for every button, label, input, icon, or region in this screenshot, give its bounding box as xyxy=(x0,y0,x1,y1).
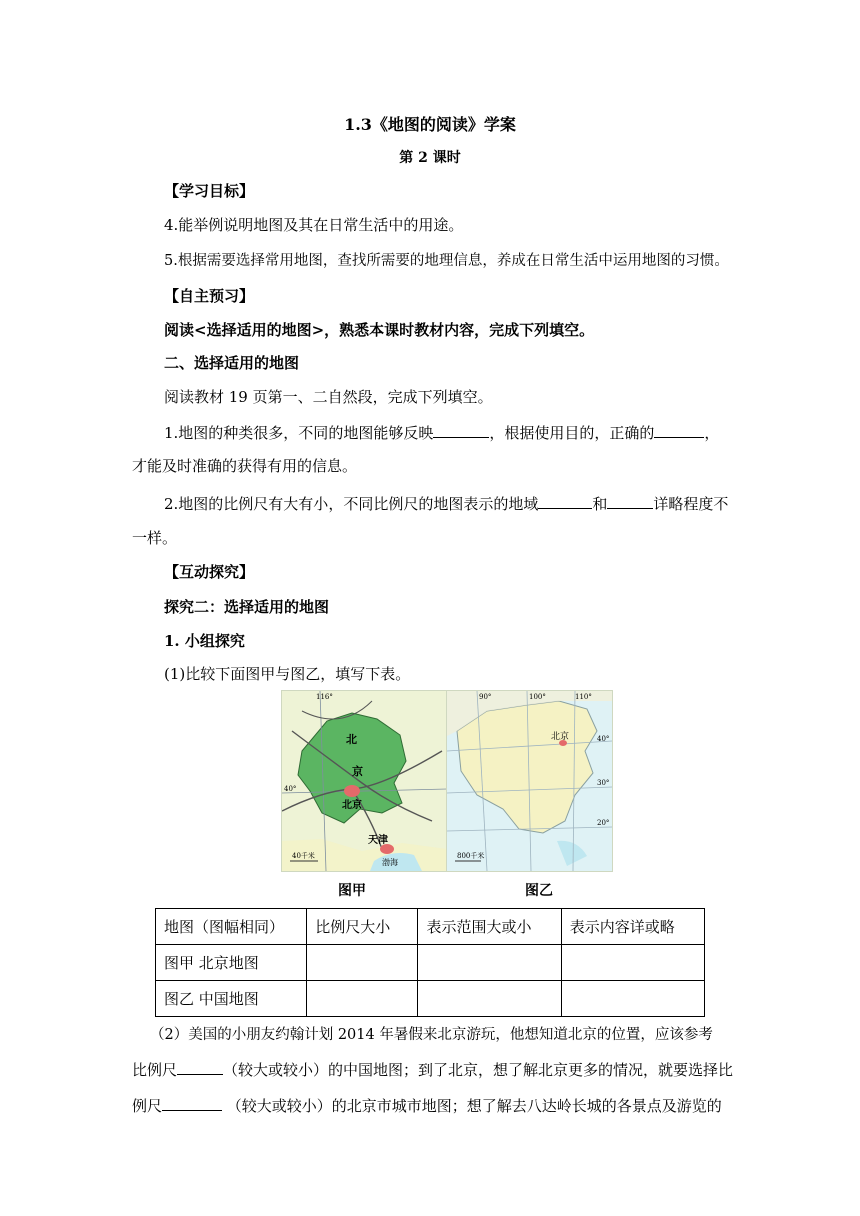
page-subtitle: 第 2 课时 xyxy=(399,150,461,166)
table-header-cell: 比例尺大小 xyxy=(307,909,418,945)
meridian-label: 116° xyxy=(316,693,333,701)
table-header-cell: 地图（图幅相同） xyxy=(156,909,307,945)
answer-blank[interactable] xyxy=(654,421,704,438)
table-answer-cell[interactable] xyxy=(307,981,418,1017)
question-2-text-a: 2.地图的比例尺有大有小，不同比例尺的地图表示的地域 xyxy=(164,495,539,513)
preview-heading: 【自主预习】 xyxy=(164,287,255,305)
preview-instruction: 阅读<选择适用的地图>，熟悉本课时教材内容，完成下列填空。 xyxy=(164,321,595,339)
question-2b-text-d: （较大或较小）的北京市城市地图；想了解去八达岭长城的各景点及游览的 xyxy=(222,1097,722,1115)
table-header-row xyxy=(156,909,705,945)
parallel-label: 40° xyxy=(284,785,297,793)
answer-blank[interactable] xyxy=(607,492,653,509)
table-row xyxy=(156,981,705,1017)
question-2b-text-b: （较大或较小）的中国地图；到了北京，想了解北京更多的情况，就要选择比 xyxy=(223,1061,734,1079)
answer-blank[interactable] xyxy=(177,1058,223,1075)
map-label: 天津 xyxy=(368,835,388,846)
question-1-text-b: ，根据使用目的，正确的 xyxy=(489,424,655,442)
objective-item-5: 5.根据需要选择常用地图，查找所需要的地理信息，养成在日常生活中运用地图的习惯。 xyxy=(164,253,729,269)
beijing-map-graphic xyxy=(282,691,447,871)
table-cell: 图甲 北京地图 xyxy=(156,945,307,981)
map-label: 京 xyxy=(352,765,363,778)
meridian-label: 90° xyxy=(479,693,492,701)
question-1-line-1 xyxy=(164,421,719,444)
table-answer-cell[interactable] xyxy=(307,945,418,981)
question-2-line-1 xyxy=(164,492,728,515)
question-1-line-2: 才能及时准确的获得有用的信息。 xyxy=(132,457,358,475)
question-2b-text-c: 例尺 xyxy=(132,1097,163,1115)
meridian-label: 100° xyxy=(529,693,546,701)
explore-heading: 【互动探究】 xyxy=(164,563,255,581)
objective-item-4: 4.能举例说明地图及其在日常生活中的用途。 xyxy=(164,216,464,234)
question-2b-line-1: （2）美国的小朋友约翰计划 2014 年暑假来北京游玩，他想知道北京的位置，应该参考 xyxy=(150,1027,713,1043)
map-label: 北京 xyxy=(342,800,362,811)
scale-label: 40千米 xyxy=(292,852,315,860)
explore-topic: 探究二：选择适用的地图 xyxy=(164,598,330,616)
figure-caption-right: 图乙 xyxy=(525,883,553,899)
china-map-graphic xyxy=(447,691,612,871)
beijing-map xyxy=(281,690,448,872)
table-cell: 图乙 中国地图 xyxy=(156,981,307,1017)
scale-label: 800千米 xyxy=(457,852,485,860)
parallel-label: 30° xyxy=(597,779,610,787)
question-1-text-c: ， xyxy=(704,424,720,442)
map-figure xyxy=(281,690,611,870)
comparison-table xyxy=(155,908,705,1017)
answer-blank[interactable] xyxy=(538,492,592,509)
question-2b-text-a: 比例尺 xyxy=(132,1061,178,1079)
table-answer-cell[interactable] xyxy=(418,981,561,1017)
map-label: 北 xyxy=(346,733,357,746)
answer-blank[interactable] xyxy=(433,421,489,438)
group-heading: 1. 小组探究 xyxy=(164,632,245,650)
map-label: 渤海 xyxy=(382,858,398,867)
table-row xyxy=(156,945,705,981)
question-2-text-c: 详略程度不 xyxy=(653,495,729,513)
china-map xyxy=(446,690,613,872)
map-label: 北京 xyxy=(551,732,570,742)
table-header-cell: 表示范围大或小 xyxy=(418,909,561,945)
meridian-label: 110° xyxy=(575,693,592,701)
question-2-text-b: 和 xyxy=(592,495,608,513)
question-2b-line-3 xyxy=(132,1094,722,1117)
parallel-label: 40° xyxy=(597,735,610,743)
table-answer-cell[interactable] xyxy=(561,945,704,981)
objectives-heading: 【学习目标】 xyxy=(164,182,255,200)
page-title: 1.3《地图的阅读》学案 xyxy=(344,115,516,134)
table-header-cell: 表示内容详或略 xyxy=(561,909,704,945)
question-2b-line-2 xyxy=(132,1058,733,1081)
answer-blank[interactable] xyxy=(162,1094,222,1111)
question-1-text-a: 1.地图的种类很多，不同的地图能够反映 xyxy=(164,424,434,442)
table-answer-cell[interactable] xyxy=(418,945,561,981)
figure-caption-left: 图甲 xyxy=(338,883,366,899)
read-note: 阅读教材 19 页第一、二自然段，完成下列填空。 xyxy=(164,388,493,406)
table-answer-cell[interactable] xyxy=(561,981,704,1017)
task-1: (1)比较下面图甲与图乙，填写下表。 xyxy=(164,665,411,683)
question-2-line-2: 一样。 xyxy=(132,529,178,547)
section-heading: 二、选择适用的地图 xyxy=(164,354,300,372)
parallel-label: 20° xyxy=(597,819,610,827)
